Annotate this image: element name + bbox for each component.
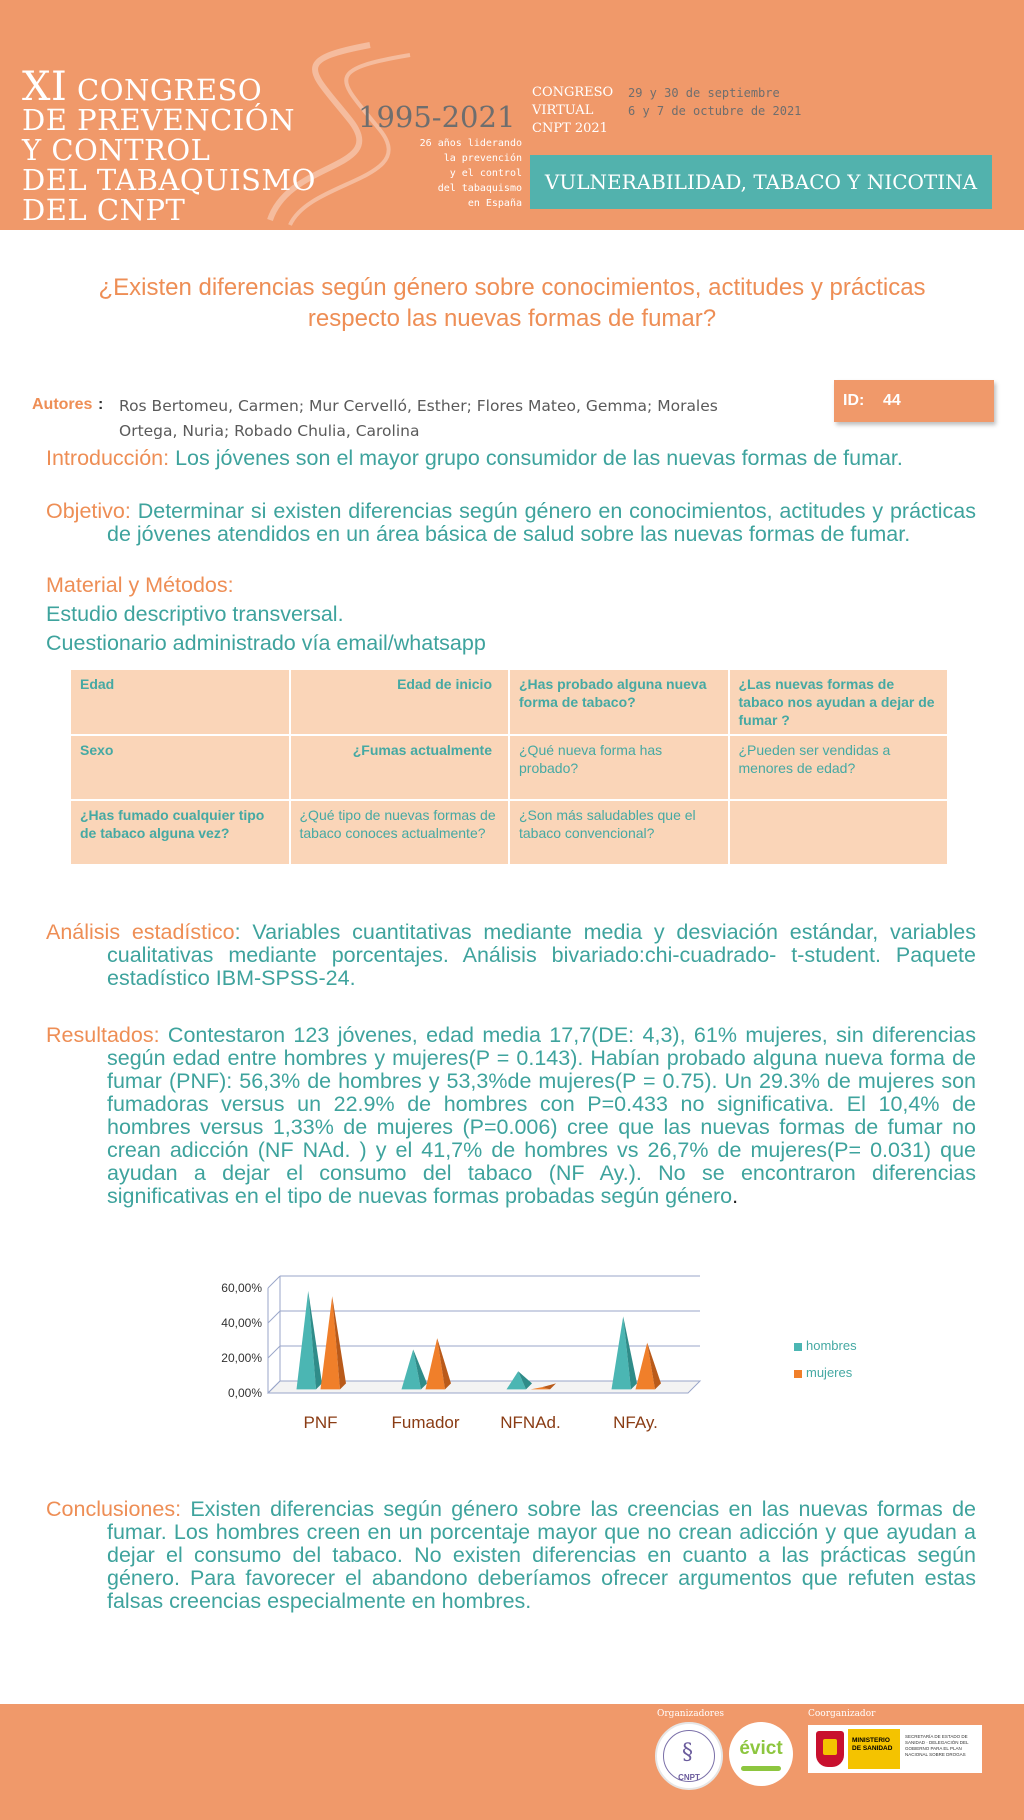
tagline-line: del tabaquismo (437, 183, 522, 194)
statistical-analysis-text: : Variables cuantitativas mediante media y desviación estándar, variables cualitativas mediante porcentajes. Análisis bivariado:chi-cuadrado- t-student. Paquete estadístico IBM-SPSS-24. (107, 920, 976, 990)
date-line: 29 y 30 de septiembre (628, 86, 780, 100)
table-row (70, 800, 948, 865)
methods-line-2: Cuestionario administrado vía email/whatsapp (46, 631, 486, 655)
tagline-line: en España (467, 198, 522, 209)
results-label: Resultados: (46, 1023, 160, 1047)
legend-label-mujeres: mujeres (806, 1365, 853, 1380)
cnpt-logo-text: CNPT (678, 1773, 700, 1782)
cnpt-logo-symbol: § (682, 1740, 693, 1765)
poster-title-line-1: ¿Existen diferencias según género sobre conocimientos, actitudes y prácticas (98, 274, 926, 301)
date-line: 6 y 7 de octubre de 2021 (628, 104, 802, 118)
legend-label-hombres: hombres (806, 1338, 857, 1353)
table-cell: ¿Qué nueva forma has probado? (509, 735, 729, 800)
conclusions-text: Existen diferencias según género sobre las creencias en las nuevas formas de fumar. Los hombres creen en un porcentaje mayor que no crean adicción y que ayudan a dejar el consumo del tabaco. No existen diferencias en cuanto a las prácticas según género. Para favorecer el abandono deberíamos ofrecer argumentos que refuten estas falsas creencias especialmente en hombres. (107, 1497, 976, 1613)
table-cell: ¿Has probado alguna nueva forma de tabaco? (509, 669, 729, 735)
table-cell: ¿Has fumado cualquier tipo de tabaco alguna vez? (70, 800, 290, 865)
introduction-section (46, 447, 976, 470)
legend-swatch-hombres (794, 1343, 802, 1351)
authors-list: Ros Bertomeu, Carmen; Mur Cervelló, Esther; Flores Mateo, Gemma; Morales Ortega, Nuria; Robado Chulia, Carolina (119, 397, 718, 440)
chart-y-tick-label: 20,00% (221, 1351, 262, 1365)
table-cell (729, 800, 949, 865)
ministry-text: MINISTERIO DE SANIDAD (852, 1737, 893, 1752)
chart-y-tick-label: 60,00% (221, 1281, 262, 1295)
table-cell: ¿Son más saludables que el tabaco convencional? (509, 800, 729, 865)
chart-gridline-side (268, 1311, 280, 1323)
anniversary-tagline (380, 136, 522, 211)
legend-mujeres (794, 1365, 852, 1380)
table-cell: ¿Fumas actualmente (290, 735, 510, 800)
ministry-logo (808, 1725, 982, 1773)
authors-colon: : (98, 396, 104, 413)
gender-comparison-bar-chart (198, 1268, 918, 1438)
legend-hombres (794, 1338, 857, 1353)
methods-line-1: Estudio descriptivo transversal. (46, 602, 344, 626)
table-cell: ¿Pueden ser vendidas a menores de edad? (729, 735, 949, 800)
conclusions-label: Conclusiones: (46, 1497, 182, 1521)
congress-title-line-5: DEL CNPT (22, 193, 186, 227)
chart-bars (297, 1291, 662, 1390)
chart-categories (304, 1413, 658, 1432)
legend-swatch-mujeres (794, 1370, 802, 1378)
header-banner (0, 0, 1024, 230)
statistical-analysis-label: Análisis estadístico (46, 920, 235, 944)
evict-logo-bar (741, 1766, 781, 1771)
congress-title-line-4: DEL TABAQUISMO (22, 163, 316, 197)
statistical-analysis-section (46, 921, 976, 990)
organizers-label: Organizadores (657, 1709, 725, 1719)
congress-title-line-1: XI CONGRESO (22, 64, 263, 110)
table-row (70, 735, 948, 800)
table-cell: Edad de inicio (290, 669, 510, 735)
table-cell: ¿Las nuevas formas de tabaco nos ayudan a dejar de fumar ? (729, 669, 949, 735)
conclusions-section (46, 1498, 976, 1613)
objective-text: Determinar si existen diferencias según género en conocimientos, actitudes y prácticas de jóvenes atendidos en un área básica de salud sobre las nuevas formas de fumar. (107, 499, 976, 546)
evict-logo (729, 1722, 793, 1786)
table-cell: ¿Qué tipo de nuevas formas de tabaco conoces actualmente? (290, 800, 510, 865)
virtual-line: CNPT 2021 (532, 121, 608, 136)
chart-y-ticks (221, 1281, 262, 1400)
id-value: 44 (883, 392, 901, 409)
results-end: . (732, 1184, 739, 1208)
table-row (70, 669, 948, 735)
ministry-side-text: SECRETARÍA DE ESTADO DE SANIDAD · DELEGACIÓN DEL GOBIERNO PARA EL PLAN NACIONAL SOBRE DROGAS (905, 1734, 969, 1757)
virtual-congress-label (532, 84, 613, 138)
authors-label: Autores (32, 396, 93, 413)
poster-title (40, 272, 984, 334)
tagline-line: 26 años liderando (419, 138, 522, 149)
objective-section (46, 500, 976, 546)
questionnaire-variables-table (69, 668, 949, 866)
poster-title-line-2: respecto las nuevas formas de fumar? (307, 305, 717, 332)
chart-y-tick-label: 40,00% (221, 1316, 262, 1330)
congress-dates (628, 84, 801, 120)
virtual-line: VIRTUAL (532, 103, 594, 118)
congress-title-line-2: DE PREVENCIÓN (22, 103, 295, 137)
results-text: Contestaron 123 jóvenes, edad media 17,7(DE: 4,3), 61% mujeres, sin diferencias según edad entre hombres y mujeres(P = 0.143). Habían probado alguna nueva forma de fumar (PNF): 56,3% de hombres y 53,3%de mujeres(P = 0.75). Un 29.3% de mujeres son fumadoras versus un 22.9% de hombres con P=0.433 no significativa. El 10,4% de hombres versus 1,33% de mujeres (P=0.006) cree que las nuevas formas de fumar no crean adicción (NF NAd. ) y el 41,7% de hombres vs 26,7% de mujeres(P= 0.031) que ayudan a dejar el consumo del tabaco (NF Ay.). No se encontraron diferencias significativas en el tipo de nuevas formas probadas según género (107, 1023, 976, 1208)
congress-title-line-3: Y CONTROL (22, 133, 211, 167)
objective-label: Objetivo: (46, 499, 131, 523)
virtual-line: CONGRESO (532, 85, 614, 100)
chart-y-tick-label: 0,00% (227, 1386, 262, 1400)
chart-category-label: PNF (303, 1413, 338, 1432)
introduction-text: Los jóvenes son el mayor grupo consumidor de las nuevas formas de fumar. (169, 446, 903, 470)
cnpt-logo (655, 1722, 723, 1790)
ministry-mark (848, 1729, 900, 1769)
methods-label: Material y Métodos: (46, 573, 234, 597)
congress-title (22, 64, 316, 227)
chart-category-label: Fumador (391, 1413, 460, 1432)
evict-logo-text: évict (739, 1738, 783, 1759)
chart-category-label: NFNAd. (500, 1413, 561, 1432)
poster-id-badge (834, 380, 994, 422)
anniversary-years: 1995-2021 (358, 100, 516, 134)
congress-theme-banner: VULNERABILIDAD, TABACO Y NICOTINA (530, 155, 992, 209)
table-cell: Sexo (70, 735, 290, 800)
coorganizer-label: Coorganizador (808, 1709, 876, 1719)
chart-gridline-side (268, 1276, 280, 1288)
chart-gridline-side (268, 1346, 280, 1358)
table-cell: Edad (70, 669, 290, 735)
id-label: ID: (843, 392, 865, 409)
tagline-line: y el control (449, 168, 522, 179)
introduction-label: Introducción: (46, 446, 170, 470)
spain-coat-of-arms-icon (816, 1731, 844, 1767)
results-section (46, 1024, 976, 1208)
tagline-line: la prevención (443, 153, 522, 164)
chart-category-label: NFAy. (613, 1413, 658, 1432)
congress-roman-numeral: XI (22, 64, 68, 110)
